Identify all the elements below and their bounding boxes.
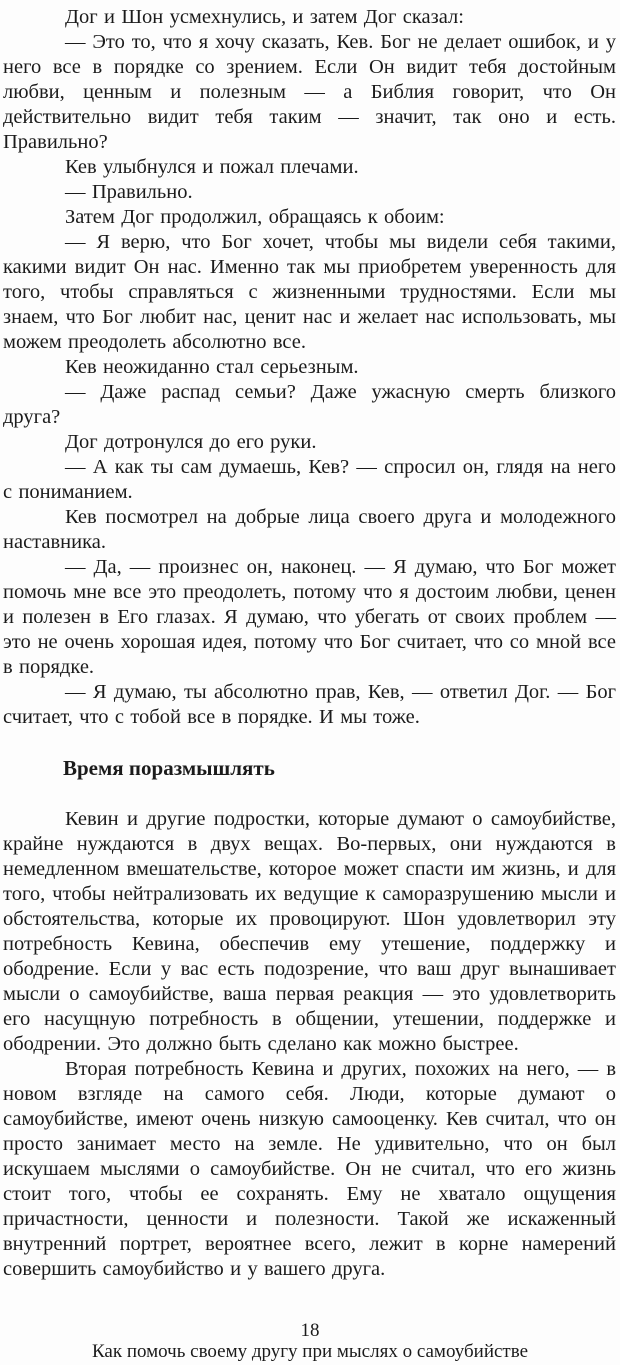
paragraph: — Даже распад семьи? Даже ужасную смерть близкого друга? <box>3 381 616 428</box>
paragraph: Вторая потребность Кевина и других, похожих на него, — в новом взгляде на самого себя. Люди, которые думают о самоубийстве, имеют очень низкую самооценку. Кев считал, что он просто занимает место на земле. Не удивительно, что он был искушаем мыслями о самоубийстве. Он не считал, что его жизнь стоит того, чтобы ее сохранять. Ему не хватало ощущения причастности, ценности и полезности. Такой же искаженный внутренний портрет, вероятнее всего, лежит в корне намерений совершить самоубийство и у вашего друга. <box>3 1058 616 1280</box>
paragraph: — Это то, что я хочу сказать, Кев. Бог не делает ошибок, и у него все в порядке со зрением. Если Он видит тебя достойным любви, ценным и полезным — а Библия говорит, что Он действительно видит тебя таким — значит, так оно и есть. Правильно? <box>3 31 616 153</box>
paragraph: Кев улыбнулся и пожал плечами. <box>65 156 359 178</box>
paragraph: — Да, — произнес он, наконец. — Я думаю, что Бог может помочь мне все это преодолеть, потому что я достоим любви, ценен и полезен в Его глазах. Я думаю, что убегать от своих проблем — это не очень хорошая идея, потому что Бог считает, что со мной все в порядке. <box>3 556 616 678</box>
paragraph: — Я верю, что Бог хочет, чтобы мы видели себя такими, какими видит Он нас. Именно так мы приобретем уверенность для того, чтобы справляться с жизненными трудностями. Если мы знаем, что Бог любит нас, ценит нас и желает нас использовать, мы можем преодолеть абсолютно все. <box>3 231 616 353</box>
paragraph: Кев неожиданно стал серьезным. <box>65 356 359 378</box>
page-number: 18 <box>300 1320 320 1341</box>
paragraph: Затем Дог продолжил, обращаясь к обоим: <box>65 206 445 228</box>
section-heading: Время поразмышлять <box>63 756 275 780</box>
paragraph: Дог и Шон усмехнулись, и затем Дог сказал: <box>65 6 464 28</box>
paragraph: — А как ты сам думаешь, Кев? — спросил он, глядя на него с пониманием. <box>3 456 616 503</box>
paragraph: Дог дотронулся до его руки. <box>65 431 317 453</box>
paragraph: — Правильно. <box>65 181 193 203</box>
paragraph: — Я думаю, ты абсолютно прав, Кев, — ответил Дог. — Бог считает, что с тобой все в порядке. И мы тоже. <box>3 681 616 728</box>
running-title: Как помочь своему другу при мыслях о самоубийстве <box>91 1341 529 1362</box>
paragraph: Кевин и другие подростки, которые думают о самоубийстве, крайне нуждаются в двух вещах. Во-первых, они нуждаются в немедленном вмешательстве, которое может спасти им жизнь, и для того, чтобы нейтрализовать их ведущие к саморазрушению мысли и обстоятельства, которые их провоцируют. Шон удовлетворил эту потребность Кевина, обеспечив ему утешение, поддержку и ободрение. Если у вас есть подозрение, что ваш друг вынашивает мысли о самоубийстве, ваша первая реакция — это удовлетворить его насущную потребность в общении, утешении, поддержке и ободрении. Это должно быть сделано как можно быстрее. <box>3 808 616 1055</box>
paragraph: Кев посмотрел на добрые лица своего друга и молодежного наставника. <box>3 506 616 553</box>
page-footer <box>0 1321 620 1362</box>
